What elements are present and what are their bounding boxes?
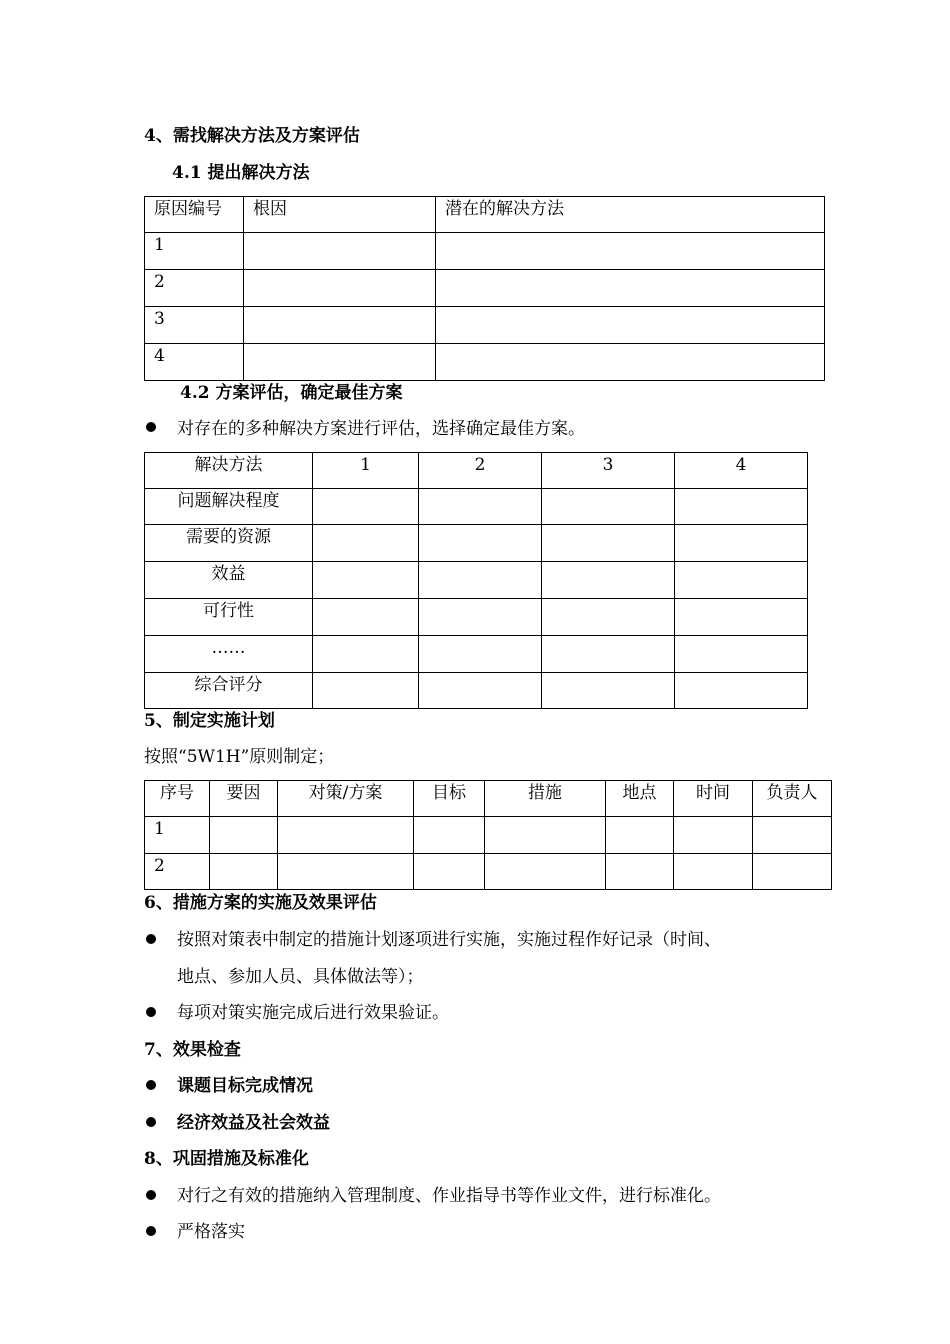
bullet-icon: [146, 1190, 156, 1200]
verification-text: 每项对策实施完成后进行效果验证。: [177, 1003, 449, 1023]
section-4-2-heading: 4.2 方案评估，确定最佳方案: [180, 383, 403, 403]
empty-cell: [675, 525, 808, 562]
header-cell: 根因: [244, 197, 436, 233]
empty-cell: [414, 817, 485, 854]
empty-cell: [313, 489, 419, 525]
empty-cell: [753, 854, 832, 890]
row-number: 1: [145, 233, 244, 270]
section-6-heading: 6、措施方案的实施及效果评估: [144, 893, 377, 913]
implementation-text-line1: 按照对策表中制定的措施计划逐项进行实施，实施过程作好记录（时间、: [177, 930, 721, 950]
empty-cell: [419, 599, 542, 636]
empty-cell: [542, 525, 675, 562]
bullet-icon: [146, 422, 156, 432]
empty-cell: [485, 854, 606, 890]
empty-cell: [210, 854, 278, 890]
implementation-text-line2: 地点、参加人员、具体做法等）；: [177, 967, 424, 987]
table-row: [145, 854, 832, 890]
solutions-table: [144, 196, 825, 381]
table-row: [145, 817, 832, 854]
header-cell: 2: [419, 453, 542, 489]
empty-cell: [753, 817, 832, 854]
empty-cell: [542, 562, 675, 599]
header-cell: 1: [313, 453, 419, 489]
empty-cell: [675, 636, 808, 673]
benefits-text: 经济效益及社会效益: [177, 1113, 330, 1133]
table-row: [145, 673, 808, 709]
empty-cell: [436, 344, 825, 381]
table-row: [145, 307, 825, 344]
header-cell: 时间: [674, 781, 753, 817]
empty-cell: [278, 817, 414, 854]
table-row: [145, 636, 808, 673]
table-row: [145, 489, 808, 525]
bullet-icon: [146, 934, 156, 944]
section-4-heading: 4、需找解决方法及方案评估: [144, 126, 360, 146]
empty-cell: [244, 270, 436, 307]
empty-cell: [419, 489, 542, 525]
table-row: [145, 562, 808, 599]
empty-cell: [606, 854, 674, 890]
empty-cell: [210, 817, 278, 854]
empty-cell: [313, 525, 419, 562]
standardization-text: 对行之有效的措施纳入管理制度、作业指导书等作业文件，进行标准化。: [177, 1186, 721, 1206]
header-cell: 解决方法: [145, 453, 313, 489]
criteria-cell: ……: [145, 636, 313, 673]
criteria-cell: 效益: [145, 562, 313, 599]
evaluation-text: 对存在的多种解决方案进行评估，选择确定最佳方案。: [177, 419, 585, 439]
bullet-icon: [146, 1226, 156, 1236]
empty-cell: [313, 636, 419, 673]
empty-cell: [542, 673, 675, 709]
empty-cell: [436, 233, 825, 270]
table-header-row: [145, 197, 825, 233]
empty-cell: [414, 854, 485, 890]
table-row: [145, 233, 825, 270]
empty-cell: [313, 562, 419, 599]
empty-cell: [419, 636, 542, 673]
empty-cell: [278, 854, 414, 890]
criteria-cell: 综合评分: [145, 673, 313, 709]
empty-cell: [419, 562, 542, 599]
header-cell: 序号: [145, 781, 210, 817]
empty-cell: [419, 525, 542, 562]
row-number: 2: [145, 854, 210, 890]
goal-completion-text: 课题目标完成情况: [177, 1076, 313, 1096]
header-cell: 潜在的解决方法: [436, 197, 825, 233]
empty-cell: [675, 562, 808, 599]
implementation-plan-table: [144, 780, 832, 890]
empty-cell: [675, 489, 808, 525]
strict-implementation-text: 严格落实: [177, 1222, 245, 1242]
table-row: [145, 525, 808, 562]
header-cell: 地点: [606, 781, 674, 817]
table-row: [145, 270, 825, 307]
row-number: 1: [145, 817, 210, 854]
empty-cell: [244, 233, 436, 270]
header-cell: 措施: [485, 781, 606, 817]
bullet-icon: [146, 1080, 156, 1090]
empty-cell: [436, 307, 825, 344]
empty-cell: [542, 599, 675, 636]
bullet-icon: [146, 1007, 156, 1017]
section-7-heading: 7、效果检查: [144, 1040, 241, 1060]
empty-cell: [674, 817, 753, 854]
empty-cell: [606, 817, 674, 854]
row-number: 4: [145, 344, 244, 381]
empty-cell: [419, 673, 542, 709]
header-cell: 4: [675, 453, 808, 489]
empty-cell: [542, 489, 675, 525]
empty-cell: [542, 636, 675, 673]
header-cell: 对策/方案: [278, 781, 414, 817]
header-cell: 负责人: [753, 781, 832, 817]
section-8-heading: 8、巩固措施及标准化: [144, 1149, 309, 1169]
empty-cell: [313, 599, 419, 636]
header-cell: 原因编号: [145, 197, 244, 233]
table-row: [145, 599, 808, 636]
empty-cell: [436, 270, 825, 307]
criteria-cell: 可行性: [145, 599, 313, 636]
section-4-1-heading: 4.1 提出解决方法: [172, 163, 310, 183]
table-header-row: [145, 781, 832, 817]
row-number: 2: [145, 270, 244, 307]
table-header-row: [145, 453, 808, 489]
empty-cell: [485, 817, 606, 854]
empty-cell: [244, 344, 436, 381]
5w1h-text: 按照“5W1H”原则制定；: [144, 747, 335, 767]
row-number: 3: [145, 307, 244, 344]
header-cell: 3: [542, 453, 675, 489]
table-row: [145, 344, 825, 381]
criteria-cell: 需要的资源: [145, 525, 313, 562]
empty-cell: [675, 673, 808, 709]
header-cell: 要因: [210, 781, 278, 817]
empty-cell: [675, 599, 808, 636]
empty-cell: [674, 854, 753, 890]
empty-cell: [313, 673, 419, 709]
section-5-heading: 5、制定实施计划: [144, 711, 275, 731]
evaluation-table: [144, 452, 808, 709]
criteria-cell: 问题解决程度: [145, 489, 313, 525]
header-cell: 目标: [414, 781, 485, 817]
bullet-icon: [146, 1117, 156, 1127]
empty-cell: [244, 307, 436, 344]
